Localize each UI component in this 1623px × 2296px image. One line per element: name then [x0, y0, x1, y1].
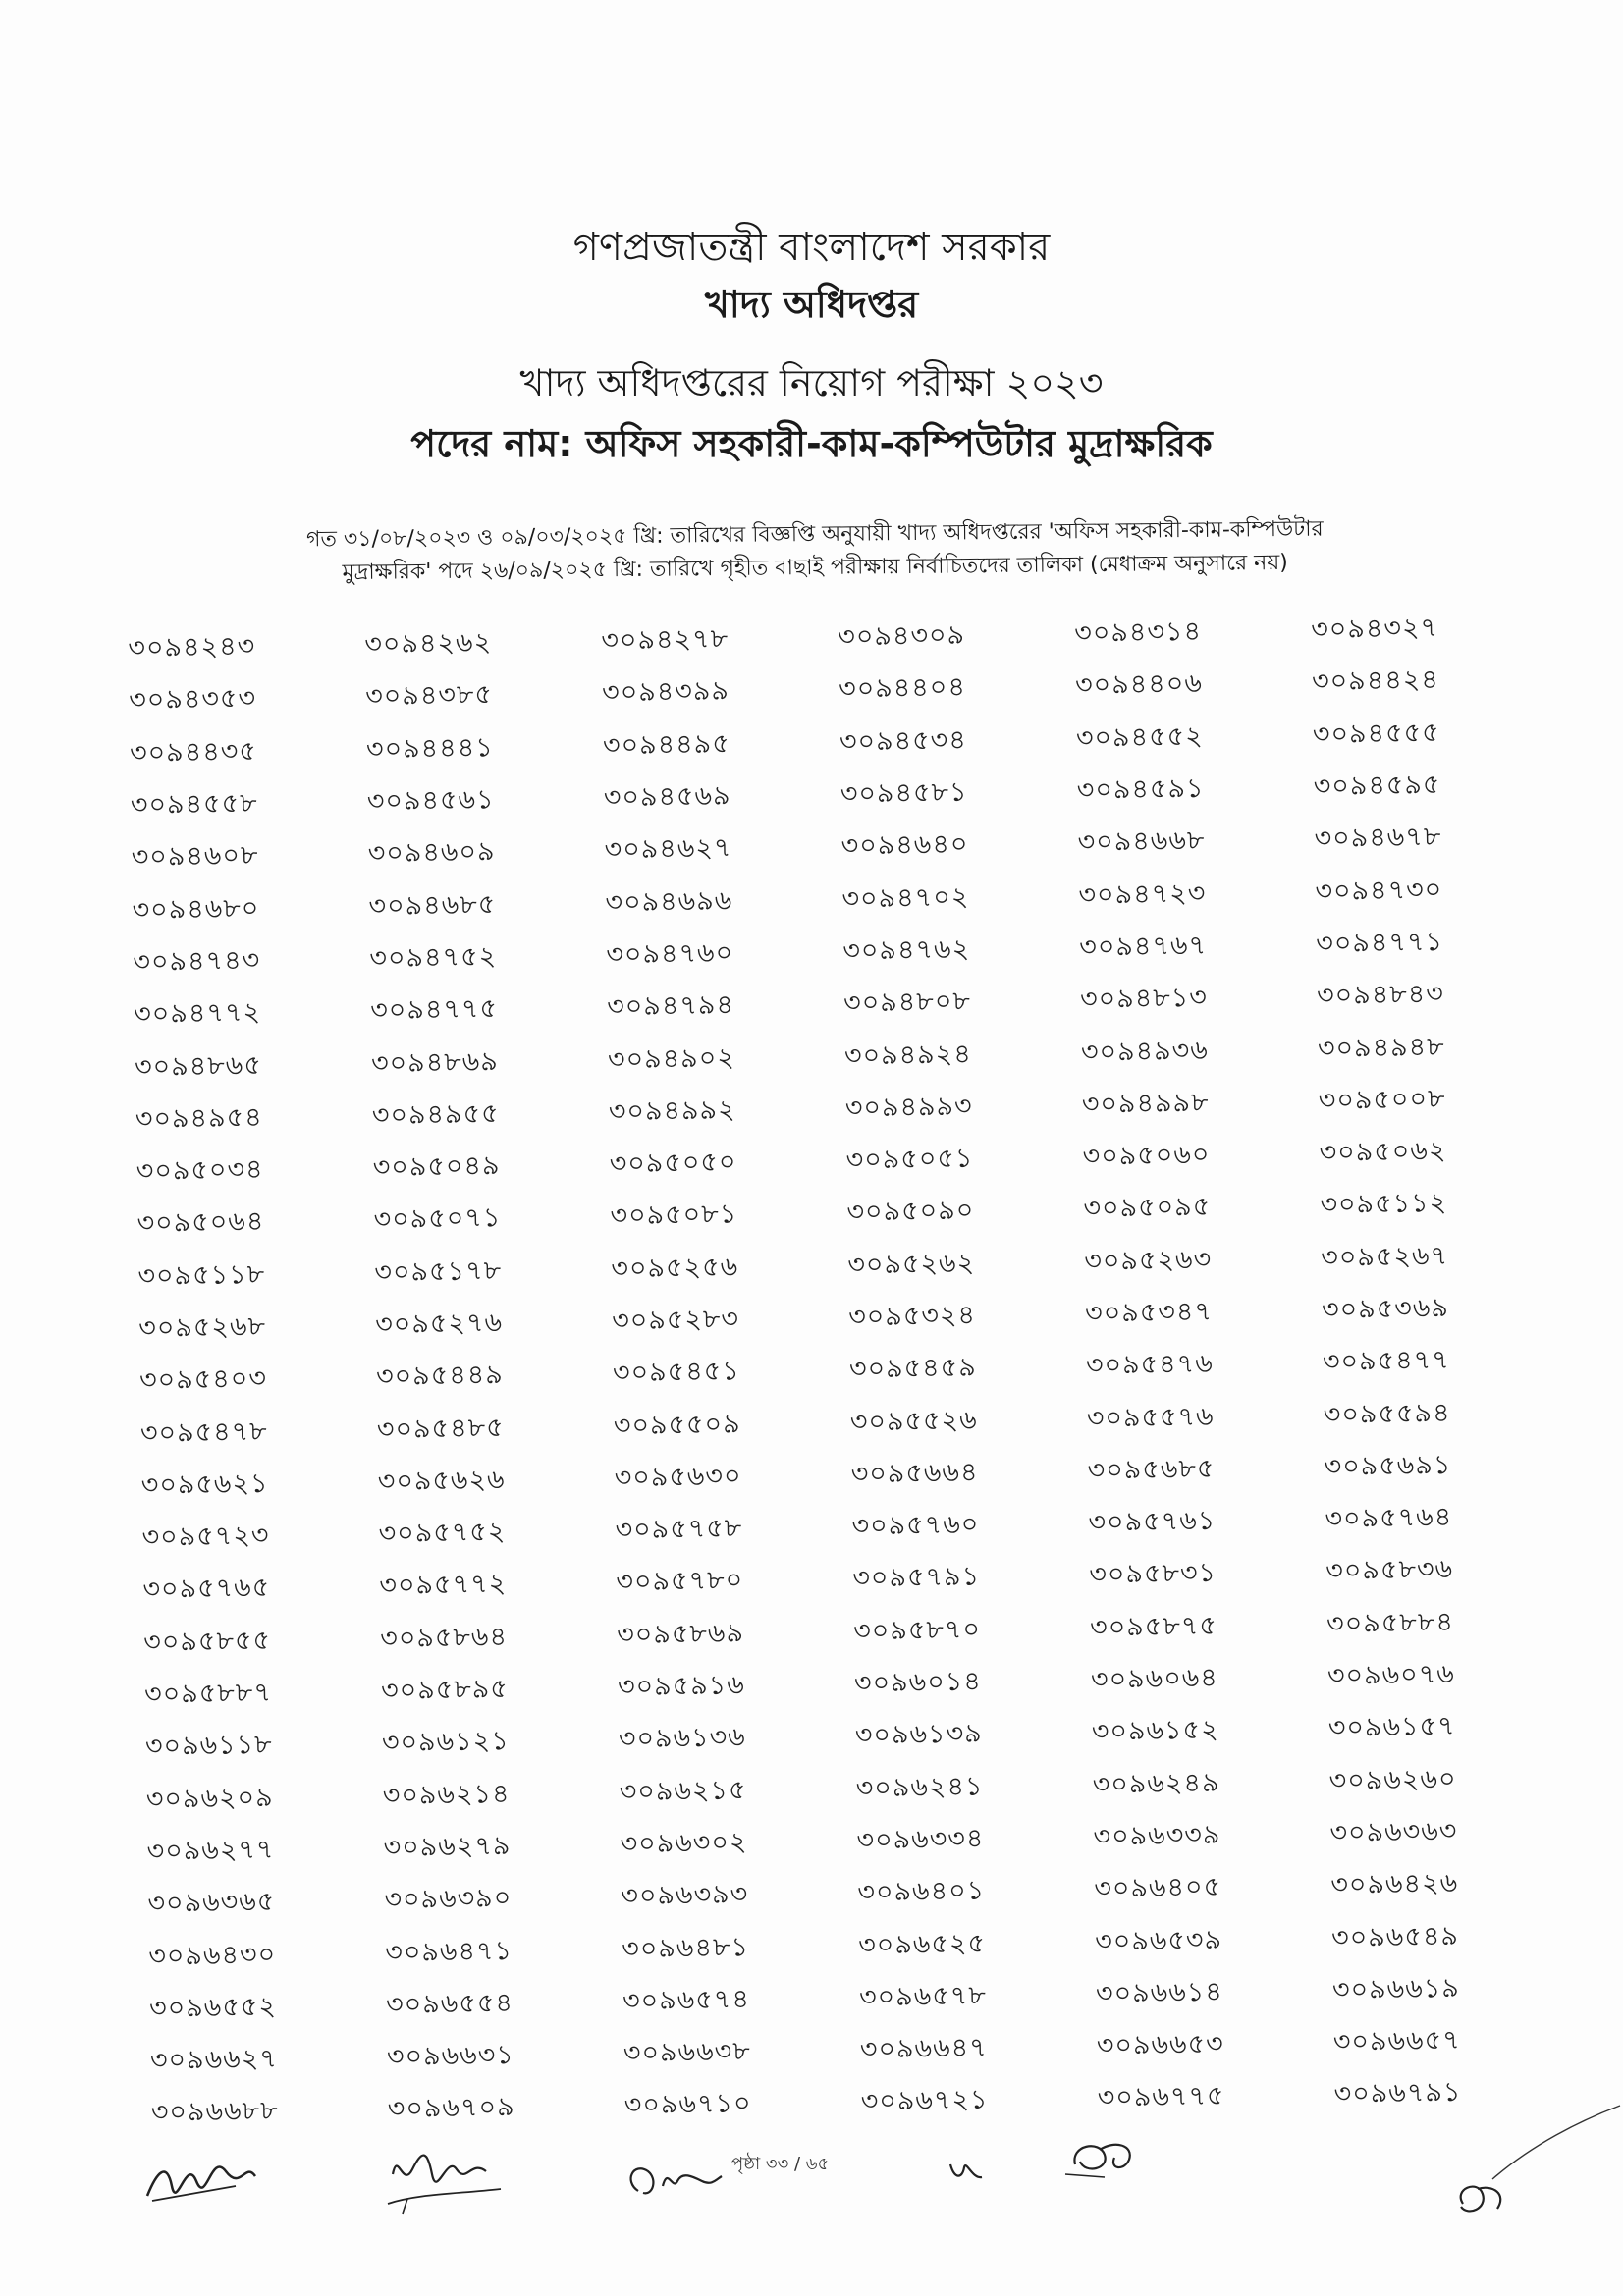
roll-number-cell: ৩০৯৫০৩৪ [135, 1154, 264, 1188]
roll-number-cell: ৩০৯৪৫৮১ [839, 776, 968, 810]
roll-number-cell: ৩০৯৬২৬০ [1328, 1763, 1457, 1796]
roll-number-cell: ৩০৯৬৭১০ [623, 2088, 752, 2121]
roll-number-cell: ৩০৯৫১৭৮ [374, 1255, 503, 1288]
page-number: পৃষ্ঠা ৩৩ / ৬৫ [731, 2154, 830, 2174]
post-name: পদের নাম: অফিস সহকারী-কাম-কম্পিউটার মুদ্রাক্ষরিক [410, 422, 1213, 465]
roll-number-cell: ৩০৯৬৭০৯ [387, 2092, 515, 2125]
roll-number-cell: ৩০৯৪৯০২ [607, 1041, 736, 1075]
roll-number-cell: ৩০৯৪৮৬৫ [134, 1049, 263, 1083]
roll-number-cell: ৩০৯৫২৬৭ [1321, 1240, 1449, 1273]
roll-number-cell: ৩০৯৫৮৮৭ [143, 1677, 273, 1710]
roll-number-cell: ৩০৯৪৬৮০ [132, 892, 260, 926]
roll-number-cell: ৩০৯৬৫৪৯ [1330, 1920, 1460, 1953]
roll-number-cell: ৩০৯৪৮১৩ [1079, 982, 1209, 1016]
roll-number-cell: ৩০৯৬০৬৪ [1090, 1662, 1219, 1695]
roll-number-cell: ৩০৯৪৬২৭ [604, 832, 732, 866]
roll-number-cell: ৩০৯৫৮৯৫ [380, 1674, 510, 1707]
roll-number-cell: ৩০৯৫০৭১ [373, 1202, 502, 1236]
notice-line-2: মুদ্রাক্ষরিক' পদে ২৬/০৯/২০২৫ খ্রি: তারিখে গৃহীত বাছাই পরীক্ষায় নির্বাচিতদের তালিকা (মেধাক্রম অনুসারে নয়) [342, 550, 1288, 586]
roll-number-cell: ৩০৯৪৩১৪ [1074, 615, 1203, 649]
roll-number-cell: ৩০৯৫০৯০ [846, 1195, 975, 1228]
department-title: খাদ্য অধিদপ্তর [704, 283, 919, 326]
roll-number-cell: ৩০৯৬৬২৭ [149, 2043, 279, 2076]
roll-number-cell: ৩০৯৫২৭৬ [374, 1308, 504, 1341]
roll-number-cell: ৩০৯৪৬৪০ [840, 828, 969, 862]
roll-number-cell: ৩০৯৪২৪৩ [128, 631, 256, 665]
roll-number-cell: ৩০৯৬০১৪ [853, 1666, 983, 1699]
roll-number-cell: ৩০৯৬৫৭৪ [622, 1984, 751, 2017]
roll-number-cell: ৩০৯৪৯২৪ [843, 1039, 972, 1072]
roll-number-cell: ৩০৯৪৫৩৪ [839, 724, 967, 758]
roll-number-cell: ৩০৯৪৭৭১ [1316, 926, 1444, 959]
roll-number-cell: ৩০৯৫৬৯১ [1324, 1449, 1452, 1482]
roll-number-cell: ৩০৯৬৪৭১ [385, 1935, 514, 1968]
roll-number-cell: ৩০৯৬২৪৯ [1092, 1767, 1220, 1800]
roll-number-cell: ৩০৯৬৪৮১ [622, 1931, 750, 1964]
roll-number-cell: ৩০৯৫৩৪৭ [1084, 1296, 1214, 1329]
roll-number-cell: ৩০৯৬১৫৭ [1327, 1711, 1456, 1744]
roll-number-cell: ৩০৯৬২৭৯ [383, 1830, 512, 1864]
roll-number-cell: ৩০৯৫৭৬০ [851, 1509, 980, 1542]
roll-number-cell: ৩০৯৬৬৩১ [386, 2040, 515, 2073]
roll-number-cell: ৩০৯৪৪৪১ [365, 731, 494, 765]
roll-number-cell: ৩০৯৫৬২৬ [377, 1464, 506, 1497]
roll-number-cell: ৩০৯৫৪০৩ [138, 1363, 268, 1397]
roll-number-cell: ৩০৯৬৩৩৯ [1093, 1819, 1221, 1852]
roll-number-cell: ৩০৯৪৯৯২ [608, 1095, 736, 1128]
roll-number-cell: ৩০৯৫৭৮০ [616, 1565, 744, 1598]
roll-number-cell: ৩০৯৪৪০৬ [1074, 668, 1204, 702]
roll-number-cell: ৩০৯৪৭৬৭ [1079, 930, 1208, 963]
roll-number-cell: ৩০৯৬৭৭৫ [1097, 2081, 1225, 2114]
roll-number-cell: ৩০৯৫৩৬৯ [1321, 1292, 1450, 1325]
roll-number-cell: ৩০৯৬৬১৪ [1095, 1976, 1224, 2009]
roll-number-cell: ৩০৯৪৬৯৬ [605, 884, 733, 919]
roll-number-cell: ৩০৯৫৯১৬ [617, 1670, 746, 1703]
roll-number-cell: ৩০৯৫৪৫৯ [848, 1352, 977, 1385]
roll-number-cell: ৩০৯৪৩৫৩ [128, 683, 257, 717]
roll-number-cell: ৩০৯৪৯৫৪ [135, 1101, 263, 1135]
roll-number-cell: ৩০৯৪৫৬১ [366, 784, 495, 818]
signature-1 [137, 2142, 265, 2211]
roll-number-cell: ৩০৯৪৫৫২ [1075, 721, 1204, 754]
roll-number-cell: ৩০৯৪৫৫৫ [1312, 717, 1440, 750]
roll-number-cell: ৩০৯৫৪৭৬ [1085, 1349, 1215, 1382]
roll-number-cell: ৩০৯৫৮৫৫ [143, 1625, 272, 1658]
roll-number-cell: ৩০৯৬২১৫ [619, 1774, 747, 1807]
roll-number-cell: ৩০৯৫২৫৬ [611, 1252, 739, 1285]
roll-number-cell: ৩০৯৬৫৭৮ [858, 1980, 988, 2013]
roll-number-cell: ৩০৯৫০৪৯ [372, 1150, 501, 1184]
roll-number-cell: ৩০৯৪৬৮৫ [368, 888, 497, 922]
roll-number-cell: ৩০৯৪৮০৮ [842, 986, 972, 1019]
signature-2 [378, 2140, 515, 2218]
roll-number-cell: ৩০৯৫৭৬৫ [142, 1573, 271, 1606]
roll-number-cell: ৩০৯৬১৫২ [1091, 1715, 1219, 1748]
roll-number-cell: ৩০৯৪৯৯৩ [844, 1091, 973, 1124]
roll-number-cell: ৩০৯৫৪৮৫ [376, 1412, 505, 1445]
roll-number-cell: ৩০৯৬১২১ [381, 1726, 510, 1759]
roll-number-cell: ৩০৯৫৮৮৪ [1325, 1606, 1455, 1639]
roll-number-cell: ৩০৯৫৪৭৭ [1322, 1345, 1450, 1378]
roll-number-cell: ৩০৯৫৬৬৪ [850, 1457, 979, 1490]
roll-number-cell: ৩০৯৬৪০৫ [1094, 1871, 1222, 1904]
roll-number-cell: ৩০৯৫০৫০ [609, 1147, 737, 1180]
roll-number-cell: ৩০৯৬৪০১ [857, 1875, 986, 1908]
roll-number-cell: ৩০৯৫৫০৯ [613, 1408, 741, 1441]
roll-number-cell: ৩০৯৪৪৯৫ [602, 728, 730, 762]
roll-number-cell: ৩০৯৬৪২৬ [1330, 1868, 1459, 1901]
roll-number-cell: ৩০৯৬৩৬৩ [1329, 1815, 1458, 1848]
signature-3 [619, 2152, 727, 2211]
roll-number-cell: ৩০৯৪৭৭৫ [369, 993, 499, 1027]
roll-number-cell: ৩০৯৪৮৬৯ [370, 1045, 500, 1079]
roll-number-cell: ৩০৯৪৬৭৮ [1314, 822, 1442, 855]
roll-number-cell: ৩০৯৫০৬২ [1319, 1136, 1447, 1169]
roll-number-cell: ৩০৯৪৩৯৯ [601, 675, 730, 709]
roll-number-cell: ৩০৯৫৪৪৯ [375, 1360, 505, 1393]
roll-number-cell: ৩০৯৫৭৫৮ [615, 1513, 743, 1546]
roll-number-cell: ৩০৯৪৯৯৮ [1081, 1087, 1210, 1120]
roll-number-cell: ৩০৯৪৭৭২ [134, 997, 262, 1031]
notice-line-1: গত ৩১/০৮/২০২৩ ও ০৯/০৩/২০২৫ খ্রি: তারিখের বিজ্ঞপ্তি অনুযায়ী খাদ্য অধিদপ্তরের 'অফিস সহকারী-কাম-কম্পিউটার [305, 516, 1324, 553]
roll-number-cell: ৩০৯৪৭২৩ [1078, 878, 1207, 911]
roll-number-cell: ৩০৯৫৮৭০ [852, 1614, 982, 1647]
roll-number-cell: ৩০৯৫৭৯১ [852, 1561, 981, 1595]
roll-number-cell: ৩০৯৬৫২৫ [857, 1928, 987, 1961]
roll-number-cell: ৩০৯৪৩৮৫ [364, 679, 494, 713]
roll-number-cell: ৩০৯৪৪৩৫ [129, 735, 258, 769]
roll-number-cell: ৩০৯৫০০৮ [1318, 1083, 1446, 1116]
roll-number-cell: ৩০৯৪৯৪৮ [1317, 1031, 1445, 1064]
roll-number-cell: ৩০৯৫২৬৮ [138, 1310, 267, 1344]
roll-number-cell: ৩০৯৪৭৬০ [606, 937, 734, 971]
roll-number-cell: ৩০৯৫৫৭৬ [1086, 1401, 1215, 1434]
roll-number-cell: ৩০৯৫০৬০ [1082, 1139, 1211, 1172]
roll-number-cell: ৩০৯৫৮৩১ [1089, 1558, 1217, 1591]
roll-number-cell: ৩০৯৬৩৬৫ [147, 1887, 276, 1920]
roll-number-cell: ৩০৯৫৭৬১ [1088, 1505, 1217, 1538]
roll-number-cell: ৩০৯৪৭০২ [841, 881, 970, 915]
roll-number-cell: ৩০৯৫৮৭৫ [1089, 1610, 1218, 1643]
roll-number-cell: ৩০৯৫৭৫২ [378, 1517, 507, 1550]
roll-number-cell: ৩০৯৫১১২ [1320, 1188, 1448, 1221]
roll-number-cell: ৩০৯৫৫৯৪ [1323, 1397, 1451, 1430]
roll-number-cell: ৩০৯৬৩৩৪ [856, 1823, 985, 1856]
roll-number-cell: ৩০৯৬৩৯০ [384, 1883, 513, 1916]
roll-number-cell: ৩০৯৫৬৮৫ [1087, 1453, 1216, 1486]
document-header [0, 221, 1623, 470]
roll-number-cell: ৩০৯৪৫৯৫ [1313, 770, 1441, 803]
roll-number-cell: ৩০৯৫৬৩০ [614, 1461, 742, 1494]
roll-number-cell: ৩০৯৫৭৭২ [379, 1569, 508, 1602]
roll-number-cell: ৩০৯৪৭৪৩ [133, 944, 261, 978]
roll-number-cell: ৩০৯৪৭৩০ [1315, 874, 1443, 907]
roll-number-cell: ৩০৯৫৬২১ [140, 1468, 269, 1501]
signature-5 [1060, 2130, 1159, 2189]
roll-number-cell: ৩০৯৫০৮১ [610, 1199, 738, 1232]
roll-number-cell: ৩০৯৪৭৫২ [369, 941, 498, 975]
roll-number-cell: ৩০৯৬৬৮৮ [150, 2096, 279, 2129]
roll-number-cell: ৩০৯৬২০৯ [145, 1782, 274, 1815]
roll-number-cell: ৩০৯৬৬৫৭ [1332, 2025, 1461, 2058]
roll-number-cell: ৩০৯৪৪০৪ [838, 672, 967, 706]
roll-number-cell: ৩০৯৬১৩৯ [854, 1718, 983, 1751]
roll-number-cell: ৩০৯৫৭২৩ [141, 1521, 270, 1554]
roll-number-cell: ৩০৯৬৩০২ [620, 1827, 748, 1860]
roll-number-cell: ৩০৯৫৪৭৮ [139, 1415, 268, 1449]
signature-footer [0, 2130, 1623, 2248]
roll-number-cell: ৩০৯৬৩৯৩ [621, 1879, 749, 1912]
roll-number-cell: ৩০৯৬২৭৭ [146, 1834, 275, 1867]
roll-number-cell: ৩০৯৫৮৬৪ [380, 1621, 509, 1654]
roll-number-grid [128, 603, 1526, 2129]
roll-number-cell: ৩০৯৪৯৩৬ [1080, 1035, 1209, 1068]
roll-number-cell: ৩০৯৬৪৩০ [148, 1939, 277, 1972]
roll-number-cell: ৩০৯৪৫৯১ [1076, 773, 1205, 806]
roll-number-cell: ৩০৯৬২১৪ [382, 1778, 511, 1811]
roll-number-cell: ৩০৯৪৭৯৪ [606, 989, 735, 1023]
roll-number-cell: ৩০৯৪৫৬৯ [603, 780, 731, 814]
roll-number-cell: ৩০৯৪৪২৪ [1311, 665, 1440, 698]
roll-number-cell: ৩০৯৬৬৫৩ [1096, 2028, 1224, 2061]
roll-number-cell: ৩০৯৫৮৩৬ [1325, 1554, 1454, 1587]
roll-number-cell: ৩০৯৪৬৬৮ [1077, 826, 1206, 859]
roll-number-cell: ৩০৯৫০৫১ [845, 1143, 974, 1176]
roll-number-cell: ৩০৯৫৫২৬ [849, 1405, 978, 1438]
roll-number-cell: ৩০৯৫২৮৩ [611, 1304, 740, 1337]
roll-number-cell: ৩০৯৬৫৩৯ [1094, 1924, 1223, 1957]
roll-number-cell: ৩০৯৪৭৬২ [842, 934, 971, 967]
signature-4 [943, 2150, 992, 2189]
exam-title: খাদ্য অধিদপ্তরের নিয়োগ পরীক্ষা ২০২৩ [519, 361, 1104, 404]
roll-number-cell: ৩০৯৬৭৯১ [1333, 2077, 1462, 2110]
roll-number-cell: ৩০৯৬৬১৯ [1331, 1972, 1461, 2005]
roll-number-cell: ৩০৯৬১১৮ [144, 1730, 273, 1763]
roll-number-cell: ৩০৯৪৩২৭ [1310, 613, 1439, 646]
roll-number-cell: ৩০৯৪৫৫৮ [130, 787, 258, 822]
roll-number-cell: ৩০৯৫১১৮ [137, 1258, 266, 1292]
roll-number-cell: ৩০৯৫৭৬৪ [1325, 1502, 1453, 1535]
roll-number-cell: ৩০৯৪৯৫৫ [371, 1097, 500, 1131]
roll-number-cell: ৩০৯৫৪৫১ [612, 1356, 740, 1389]
notice-text [118, 511, 1513, 593]
roll-number-cell: ৩০৯৫২৬২ [847, 1248, 976, 1281]
roll-number-cell: ৩০৯৬৬৪৭ [859, 2032, 988, 2065]
roll-number-cell: ৩০৯৬০৭৬ [1326, 1658, 1456, 1692]
roll-number-cell: ৩০৯৫২৬৩ [1084, 1244, 1213, 1277]
roll-number-cell: ৩০৯৬৫৫২ [148, 1991, 278, 2024]
roll-number-cell: ৩০৯৬৭২১ [860, 2084, 989, 2117]
roll-number-cell: ৩০৯৬৬৩৮ [622, 2036, 751, 2069]
government-title: গণপ্রজাতন্ত্রী বাংলাদেশ সরকার [572, 225, 1051, 270]
roll-number-cell: ৩০৯৪৬০৯ [367, 836, 496, 870]
roll-number-cell: ৩০৯৬৫৫৪ [385, 1987, 514, 2020]
roll-number-cell: ৩০৯৪২৬২ [364, 627, 493, 661]
roll-number-cell: ৩০৯৫০৯৫ [1083, 1192, 1212, 1225]
roll-number-cell: ৩০৯৬২৪১ [855, 1771, 984, 1804]
signature-6 [1384, 2101, 1623, 2228]
roll-number-cell: ৩০৯৫৮৬৯ [616, 1618, 745, 1651]
roll-number-cell: ৩০৯৪৮৪৩ [1316, 979, 1445, 1012]
roll-number-cell: ৩০৯৬১৩৬ [618, 1722, 746, 1755]
roll-number-cell: ৩০৯৪৩০৯ [838, 619, 966, 653]
roll-number-cell: ৩০৯৫৩২৪ [847, 1300, 977, 1333]
roll-number-cell: ৩০৯৫০৬৪ [136, 1206, 265, 1240]
roll-number-cell: ৩০৯৪৬০৮ [131, 840, 259, 874]
roll-number-cell: ৩০৯৪২৭৮ [601, 623, 730, 657]
